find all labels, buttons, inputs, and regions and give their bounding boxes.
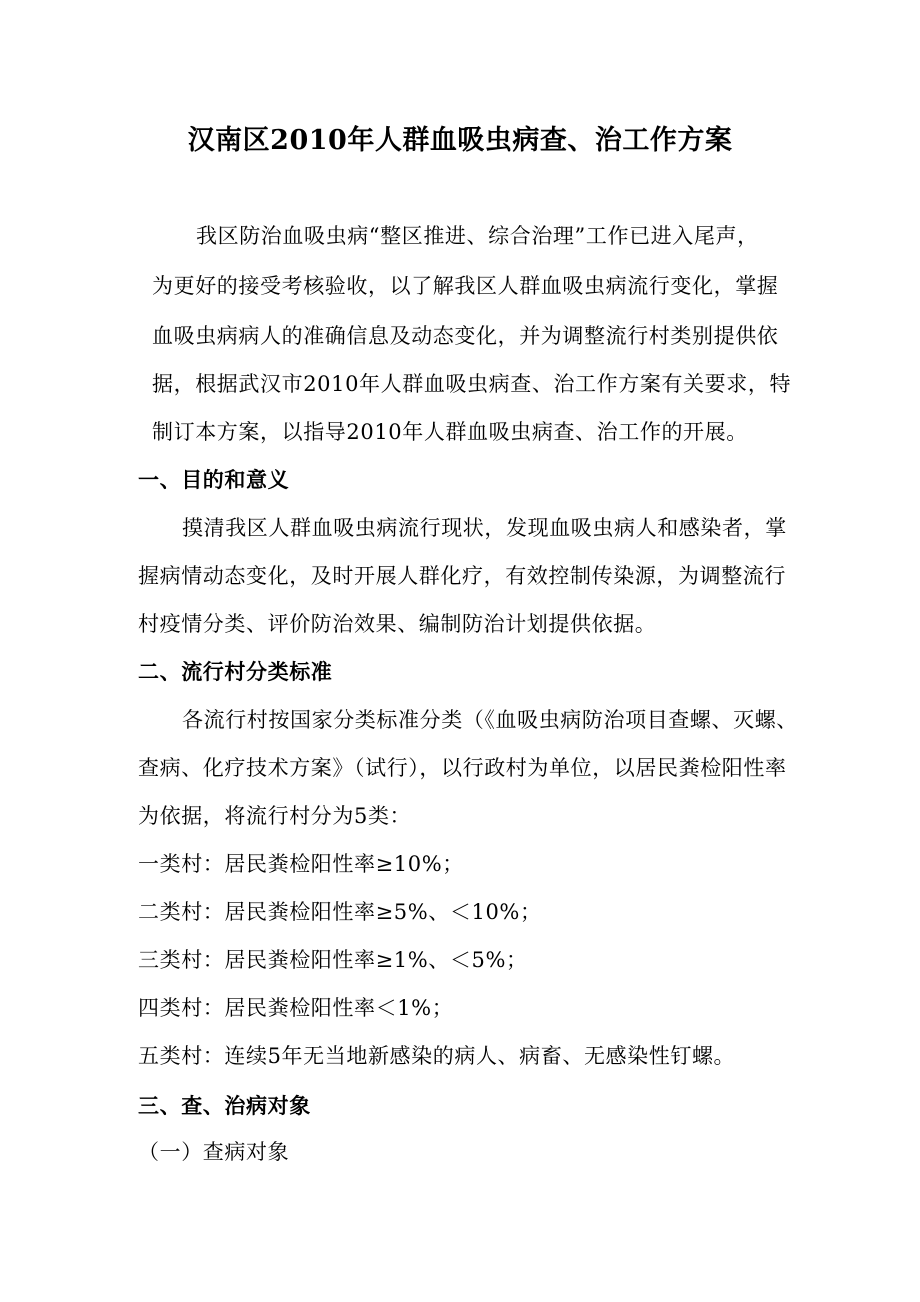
section-2-heading: 二、流行村分类标准 xyxy=(138,659,333,684)
section-3-heading: 三、查、治病对象 xyxy=(138,1093,311,1118)
category-item-3: 三类村：居民粪检阳性率≥1%、＜5%； xyxy=(138,948,528,972)
document-title: 汉南区2010年人群血吸虫病查、治工作方案 xyxy=(187,125,733,156)
intro-line-4: 据，根据武汉市2010年人群血吸虫病查、治工作方案有关要求，特 xyxy=(152,372,792,396)
intro-line-3: 血吸虫病病人的准确信息及动态变化，并为调整流行村类别提供依 xyxy=(152,324,779,348)
section-2-line-1: 各流行村按国家分类标准分类（《血吸虫病防治项目查螺、灭螺、 xyxy=(182,708,798,732)
section-3-subheading: （一）查病对象 xyxy=(138,1140,290,1164)
category-item-2: 二类村：居民粪检阳性率≥5%、＜10%； xyxy=(138,900,542,924)
section-1-line-2: 握病情动态变化，及时开展人群化疗，有效控制传染源，为调整流行 xyxy=(138,564,786,588)
category-item-1: 一类村：居民粪检阳性率≥10%； xyxy=(138,852,464,876)
intro-line-5: 制订本方案，以指导2010年人群血吸虫病查、治工作的开展。 xyxy=(152,420,748,444)
section-1-heading: 一、目的和意义 xyxy=(138,467,290,492)
section-2-line-2: 查病、化疗技术方案》（试行），以行政村为单位，以居民粪检阳性率 xyxy=(138,756,787,780)
section-2-line-3: 为依据，将流行村分为5类： xyxy=(138,804,412,828)
category-item-5: 五类村：连续5年无当地新感染的病人、病畜、无感染性钉螺。 xyxy=(138,1044,736,1068)
intro-line-1: 我区防治血吸虫病“整区推进、综合治理”工作已进入尾声， xyxy=(196,224,759,248)
section-1-line-3: 村疫情分类、评价防治效果、编制防治计划提供依据。 xyxy=(138,612,657,636)
section-1-line-1: 摸清我区人群血吸虫病流行现状，发现血吸虫病人和感染者，掌 xyxy=(182,516,787,540)
intro-line-2: 为更好的接受考核验收，以了解我区人群血吸虫病流行变化，掌握 xyxy=(152,274,779,298)
category-item-4: 四类村：居民粪检阳性率＜1%； xyxy=(138,996,454,1020)
